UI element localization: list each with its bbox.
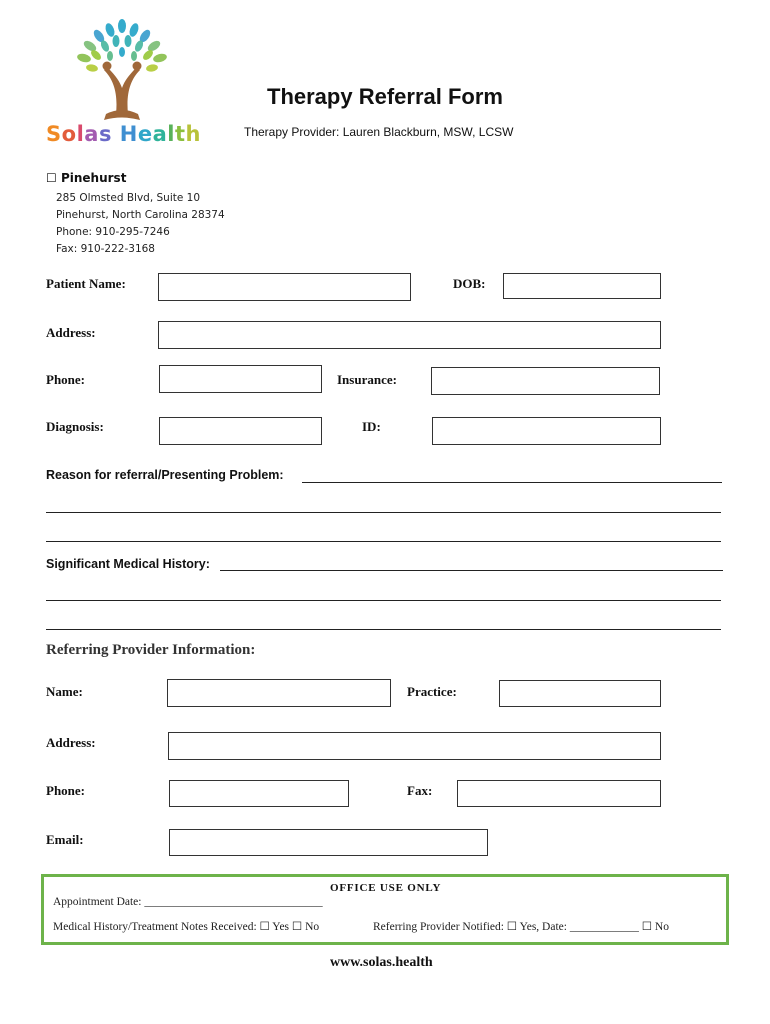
- tree-leaves: [76, 19, 168, 72]
- id-field[interactable]: [432, 417, 661, 445]
- brand-letter: a: [84, 122, 99, 146]
- location-option-pinehurst[interactable]: [46, 171, 126, 185]
- diagnosis-label: Diagnosis:: [46, 419, 104, 434]
- brand-letter: [112, 122, 120, 146]
- referring-name-field[interactable]: [167, 679, 391, 707]
- medical-history-label: Significant Medical History:: [46, 557, 210, 571]
- appointment-date[interactable]: Appointment Date: _______________________________: [53, 896, 323, 908]
- referring-provider-heading: Referring Provider Information:: [46, 642, 256, 658]
- fax-label: Fax:: [407, 783, 433, 798]
- brand-letter: t: [174, 122, 186, 146]
- medical-history-line-1[interactable]: [220, 570, 723, 571]
- dob-field[interactable]: [503, 273, 661, 299]
- practice-field[interactable]: [499, 680, 661, 707]
- email-field[interactable]: [169, 829, 488, 856]
- reason-line-1[interactable]: [302, 482, 722, 483]
- reason-line-3[interactable]: [46, 541, 721, 542]
- checkbox-icon[interactable]: ☐: [46, 171, 57, 185]
- dob-label: DOB:: [453, 276, 486, 291]
- email-label: Email:: [46, 832, 84, 847]
- referring-name-label: Name:: [46, 684, 83, 699]
- medical-history-line-2[interactable]: [46, 600, 721, 601]
- office-use-title: OFFICE USE ONLY: [330, 882, 442, 894]
- patient-name-label: Patient Name:: [46, 276, 126, 291]
- brand-letter: e: [137, 122, 153, 146]
- medical-history-line-3[interactable]: [46, 629, 721, 630]
- insurance-label: Insurance:: [337, 372, 397, 387]
- reason-line-2[interactable]: [46, 512, 721, 513]
- referring-phone-field[interactable]: [169, 780, 349, 807]
- brand-name: [46, 122, 201, 146]
- location-phone: Phone: 910-295-7246: [56, 226, 170, 238]
- brand-letter: s: [98, 122, 112, 146]
- brand-letter: S: [46, 122, 62, 146]
- therapy-provider: Therapy Provider: Lauren Blackburn, MSW, LCSW: [244, 125, 514, 139]
- location-fax: Fax: 910-222-3168: [56, 243, 155, 255]
- brand-letter: l: [76, 122, 85, 146]
- diagnosis-field[interactable]: [159, 417, 322, 445]
- brand-letter: o: [61, 122, 77, 146]
- referring-phone-label: Phone:: [46, 783, 85, 798]
- patient-phone-label: Phone:: [46, 372, 85, 387]
- referring-address-field[interactable]: [168, 732, 661, 760]
- brand-letter: H: [119, 122, 138, 146]
- insurance-field[interactable]: [431, 367, 660, 395]
- brand-letter: l: [167, 122, 175, 146]
- provider-notified[interactable]: Referring Provider Notified: ☐ Yes, Date: ____________ ☐ No: [373, 921, 669, 933]
- brand-letter: h: [185, 122, 201, 146]
- location-name: Pinehurst: [60, 171, 127, 185]
- website-link[interactable]: www.solas.health: [330, 955, 433, 970]
- history-received[interactable]: Medical History/Treatment Notes Received: ☐ Yes ☐ No: [53, 921, 320, 933]
- practice-label: Practice:: [407, 684, 457, 699]
- page-title: Therapy Referral Form: [267, 84, 503, 109]
- id-label: ID:: [362, 419, 381, 434]
- fax-field[interactable]: [457, 780, 661, 807]
- patient-address-label: Address:: [46, 325, 96, 340]
- location-address-line-2: Pinehurst, North Carolina 28374: [56, 209, 225, 221]
- brand-letter: a: [152, 122, 168, 146]
- tree-trunk: [103, 62, 142, 121]
- reason-label: Reason for referral/Presenting Problem:: [46, 468, 284, 482]
- patient-phone-field[interactable]: [159, 365, 322, 393]
- location-address-line-1: 285 Olmsted Blvd, Suite 10: [56, 192, 201, 204]
- patient-name-field[interactable]: [158, 273, 411, 301]
- referring-address-label: Address:: [46, 735, 96, 750]
- patient-address-field[interactable]: [158, 321, 661, 349]
